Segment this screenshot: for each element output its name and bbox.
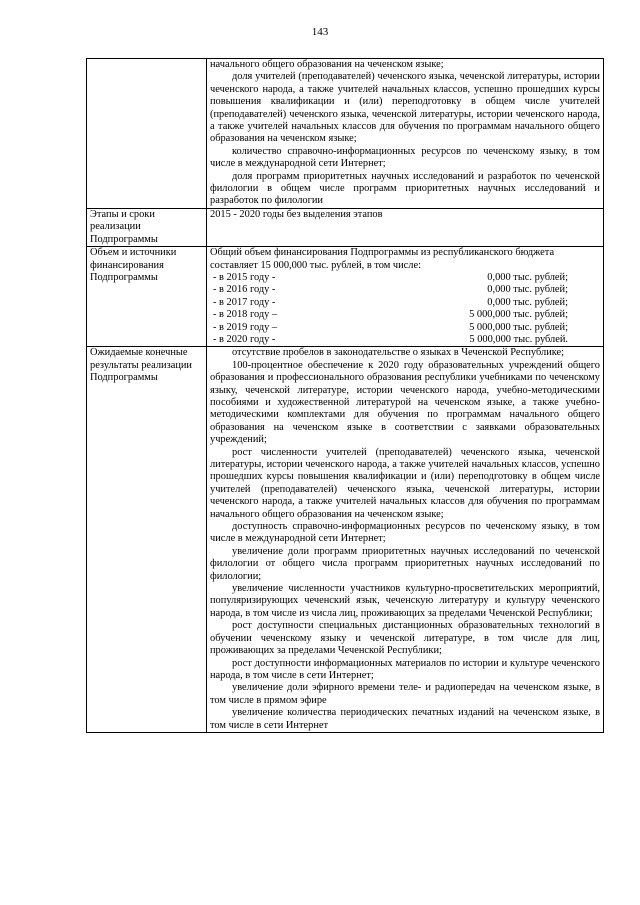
funding-year-row xyxy=(210,297,600,309)
funding-amount: 0,000 тыс. рублей; xyxy=(487,284,568,296)
funding-amount: 5 000,000 тыс. рублей. xyxy=(469,333,568,345)
targets-paragraph: начального общего образования на чеченском языке; xyxy=(210,59,444,70)
results-paragraph: 100-процентное обеспечение к 2020 году образовательных учреждений общего образования и профессионального образования республики учебниками по чеченскому языку, чеченской литературе, истории чеченского народа, учебно-методическими пособиями и художественной литературой на чеченском языке, а также учебно-методическими комплектами для обучения по программам начального общего образования на чеченском языке в соответствии с заявками образовательных учреждений; xyxy=(210,359,600,446)
funding-label: Объем и источники финансирования Подпрограммы xyxy=(87,247,207,347)
results-paragraph: рост доступности специальных дистанционных образовательных технологий в обучении чеченскому языку и чеченской литературе, в том числе для лиц, проживающих за пределами Чеченской Республики; xyxy=(210,620,600,657)
funding-year-row xyxy=(210,309,600,321)
funding-amount: 5 000,000 тыс. рублей; xyxy=(469,321,568,333)
funding-amount: 5 000,000 тыс. рублей; xyxy=(469,309,568,321)
table-row xyxy=(87,347,604,733)
funding-year-row xyxy=(210,272,600,284)
funding-year-row xyxy=(210,334,600,346)
targets-paragraph: количество справочно-информационных ресурсов по чеченскому языку, в том числе в международной сети Интернет; xyxy=(210,145,600,170)
targets-paragraph: доля программ приоритетных научных исследований и разработок по чеченской филологии в общем числе программ приоритетных научных исследований и разработок по филологии xyxy=(210,170,600,207)
results-paragraph: увеличение количества периодических печатных изданий на чеченском языке, в том числе в сети Интернет xyxy=(210,707,600,731)
funding-year: - в 2018 году – xyxy=(213,309,278,321)
funding-year: - в 2016 году - xyxy=(213,284,276,296)
funding-amount: 0,000 тыс. рублей; xyxy=(487,271,568,283)
results-paragraph: увеличение доли программ приоритетных научных исследований по чеченской филологии от общего числа программ приоритетных научных исследований по филологии; xyxy=(210,545,600,582)
results-label: Ожидаемые конечные результаты реализации Подпрограммы xyxy=(87,347,207,733)
funding-year-row xyxy=(210,284,600,296)
page-number: 143 xyxy=(311,26,329,38)
funding-year: - в 2015 году - xyxy=(213,271,276,283)
results-paragraph: увеличение доли эфирного времени теле- и радиопередач на чеченском языке, в том числе в прямом эфире xyxy=(210,682,600,706)
row-label-empty xyxy=(87,59,207,209)
funding-cell xyxy=(207,247,604,347)
table-row xyxy=(87,247,604,347)
funding-amount: 0,000 тыс. рублей; xyxy=(487,296,568,308)
results-paragraph: отсутствие пробелов в законодательстве о языках в Чеченской Республике; xyxy=(232,347,565,359)
results-paragraph: рост доступности информационных материалов по истории и культуре чеченского народа, в том числе в сети Интернет; xyxy=(210,657,600,681)
funding-intro: Общий объем финансирования Подпрограммы из республиканского бюджета составляет 15 000,000 тыс. рублей, в том числе: xyxy=(210,247,555,271)
funding-year: - в 2017 году - xyxy=(213,296,276,308)
funding-year: - в 2020 году - xyxy=(213,333,276,345)
stages-value: 2015 - 2020 годы без выделения этапов xyxy=(207,208,604,246)
results-paragraph: увеличение численности участников культурно-просветительских мероприятий, популяризирующих чеченский язык, чеченскую литературу и культуру чеченского народа, в том числе из числа лиц, проживающих за пределами Чеченской Республики; xyxy=(210,583,600,619)
table-row xyxy=(87,59,604,209)
funding-year: - в 2019 году – xyxy=(213,321,278,333)
funding-year-row xyxy=(210,322,600,334)
program-passport-table xyxy=(86,58,604,733)
table-row xyxy=(87,208,604,246)
results-paragraph: рост численности учителей (преподавателей) чеченского языка, чеченской литературы, истории чеченского народа, а также учителей начальных классов, успешно прошедших курсы повышения квалификации и (или) переподготовку в общем числе учителей (преподавателей) чеченского языка, чеченской литературы, истории чеченского народа, а также учителей начальных классов для обучения по программам начального общего образования на чеченском языке; xyxy=(210,446,600,520)
targets-cell xyxy=(207,59,604,209)
results-cell xyxy=(207,347,604,733)
stages-label: Этапы и сроки реализации Подпрограммы xyxy=(87,208,207,246)
targets-paragraph: доля учителей (преподавателей) чеченского языка, чеченской литературы, истории чеченского народа, а также учителей начальных классов, успешно прошедших курсы повышения квалификации и (или) переподготовку в общем числе учителей (преподавателей) чеченского языка, чеченской литературы, истории чеченского народа, а также учителей начальных классов для обучения по программам начального общего образования на чеченском языке; xyxy=(210,71,600,145)
results-paragraph: доступность справочно-информационных ресурсов по чеченскому языку, в том числе в международной сети Интернет; xyxy=(210,521,600,545)
